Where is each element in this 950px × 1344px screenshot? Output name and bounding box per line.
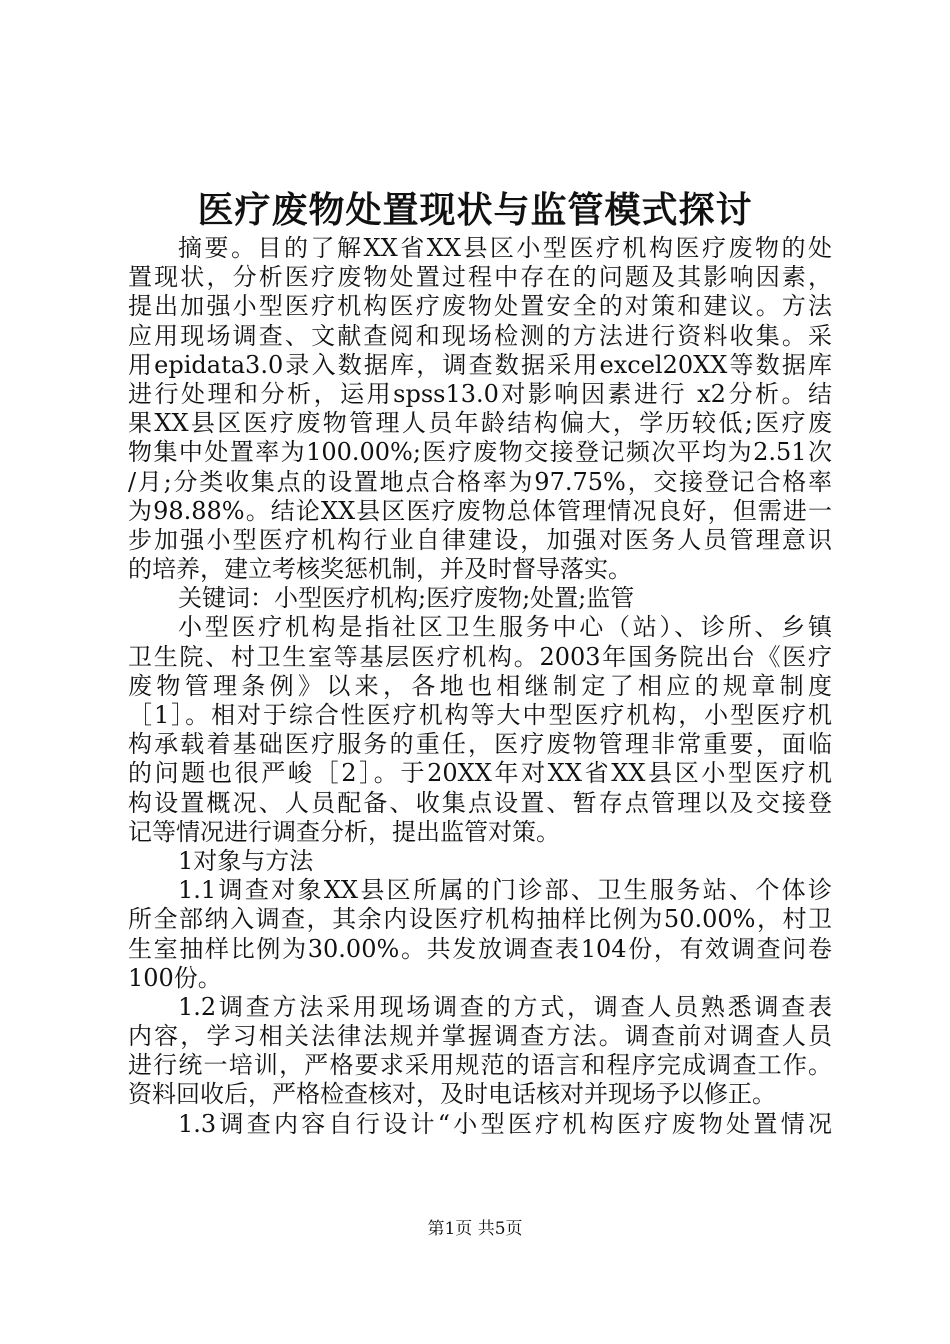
paragraph-line: 内容，学习相关法律法规并掌握调查方法。调查前对调查人员: [128, 1022, 832, 1051]
paragraph: [128, 847, 832, 876]
paragraph-line: 为98.88%。结论XX县区医疗废物总体管理情况良好，但需进一: [128, 496, 832, 525]
paragraph-line: 提出加强小型医疗机构医疗废物处置安全的对策和建议。方法: [128, 292, 832, 321]
paragraph-line: 应用现场调查、文献查阅和现场检测的方法进行资料收集。采: [128, 321, 832, 350]
paragraph: [128, 876, 832, 993]
paragraph-line: 摘要。目的了解XX省XX县区小型医疗机构医疗废物的处: [178, 234, 832, 262]
paragraph-line: 的问题也很严峻［2］。于20XX年对XX省XX县区小型医疗机: [128, 759, 832, 788]
paragraph-line: 的培养，建立考核奖惩机制，并及时督导落实。: [128, 555, 632, 584]
document-title: 医疗废物处置现状与监管模式探讨: [197, 189, 753, 231]
paragraph-line: 进行处理和分析，运用spss13.0对影响因素进行 х2分析。结: [128, 379, 832, 408]
paragraph-line: 所全部纳入调查，其余内设医疗机构抽样比例为50.00%，村卫: [128, 905, 832, 934]
page-footer: 第1页 共5页: [427, 1219, 523, 1239]
paragraph-line: 构设置概况、人员配备、收集点设置、暂存点管理以及交接登: [128, 788, 832, 817]
paragraph-line: 1.1调查对象XX县区所属的门诊部、卫生服务站、个体诊: [178, 876, 832, 905]
paragraph-line: 生室抽样比例为30.00%。共发放调查表104份，有效调查问卷: [128, 934, 832, 963]
paragraph-line: 关键词：小型医疗机构;医疗废物;处置;监管: [178, 584, 635, 613]
paragraph: [128, 234, 832, 584]
paragraph-line: 1对象与方法: [178, 846, 314, 875]
paragraph-line: 小型医疗机构是指社区卫生服务中心（站）、诊所、乡镇: [178, 613, 832, 642]
paragraph-line: 进行统一培训，严格要求采用规范的语言和程序完成调查工作。: [128, 1051, 832, 1080]
paragraph-line: 废物管理条例》以来，各地也相继制定了相应的规章制度: [128, 671, 832, 700]
paragraph: [128, 993, 832, 1110]
paragraph-line: 资料回收后，严格检查核对，及时电话核对并现场予以修正。: [128, 1080, 776, 1109]
paragraph-line: 1.3调查内容自行设计“小型医疗机构医疗废物处置情况: [178, 1109, 832, 1138]
paragraph-line: 物集中处置率为100.00%;医疗废物交接登记频次平均为2.51次: [128, 438, 832, 467]
paragraph-line: ［1］。相对于综合性医疗机构等大中型医疗机构，小型医疗机: [128, 701, 832, 729]
document-body: [128, 234, 832, 1139]
paragraph-line: 构承载着基础医疗服务的重任，医疗废物管理非常重要，面临: [128, 730, 832, 759]
paragraph-line: 果XX县区医疗废物管理人员年龄结构偏大，学历较低;医疗废: [128, 409, 832, 438]
paragraph-line: 100份。: [128, 963, 222, 992]
paragraph-line: 用epidata3.0录入数据库，调查数据采用excel20XX等数据库: [128, 350, 832, 379]
paragraph-line: 步加强小型医疗机构行业自律建设，加强对医务人员管理意识: [128, 525, 832, 554]
paragraph-line: 记等情况进行调查分析，提出监管对策。: [128, 817, 560, 846]
paragraph-line: 卫生院、村卫生室等基层医疗机构。2003年国务院出台《医疗: [128, 642, 832, 671]
paragraph-line: /月;分类收集点的设置地点合格率为97.75%，交接登记合格率: [128, 467, 832, 496]
paragraph-line: 置现状，分析医疗废物处置过程中存在的问题及其影响因素，: [128, 263, 832, 292]
paragraph: [128, 1110, 832, 1139]
paragraph-line: 1.2调查方法采用现场调查的方式，调查人员熟悉调查表: [178, 992, 832, 1021]
paragraph: [128, 613, 832, 847]
paragraph: [128, 584, 832, 613]
